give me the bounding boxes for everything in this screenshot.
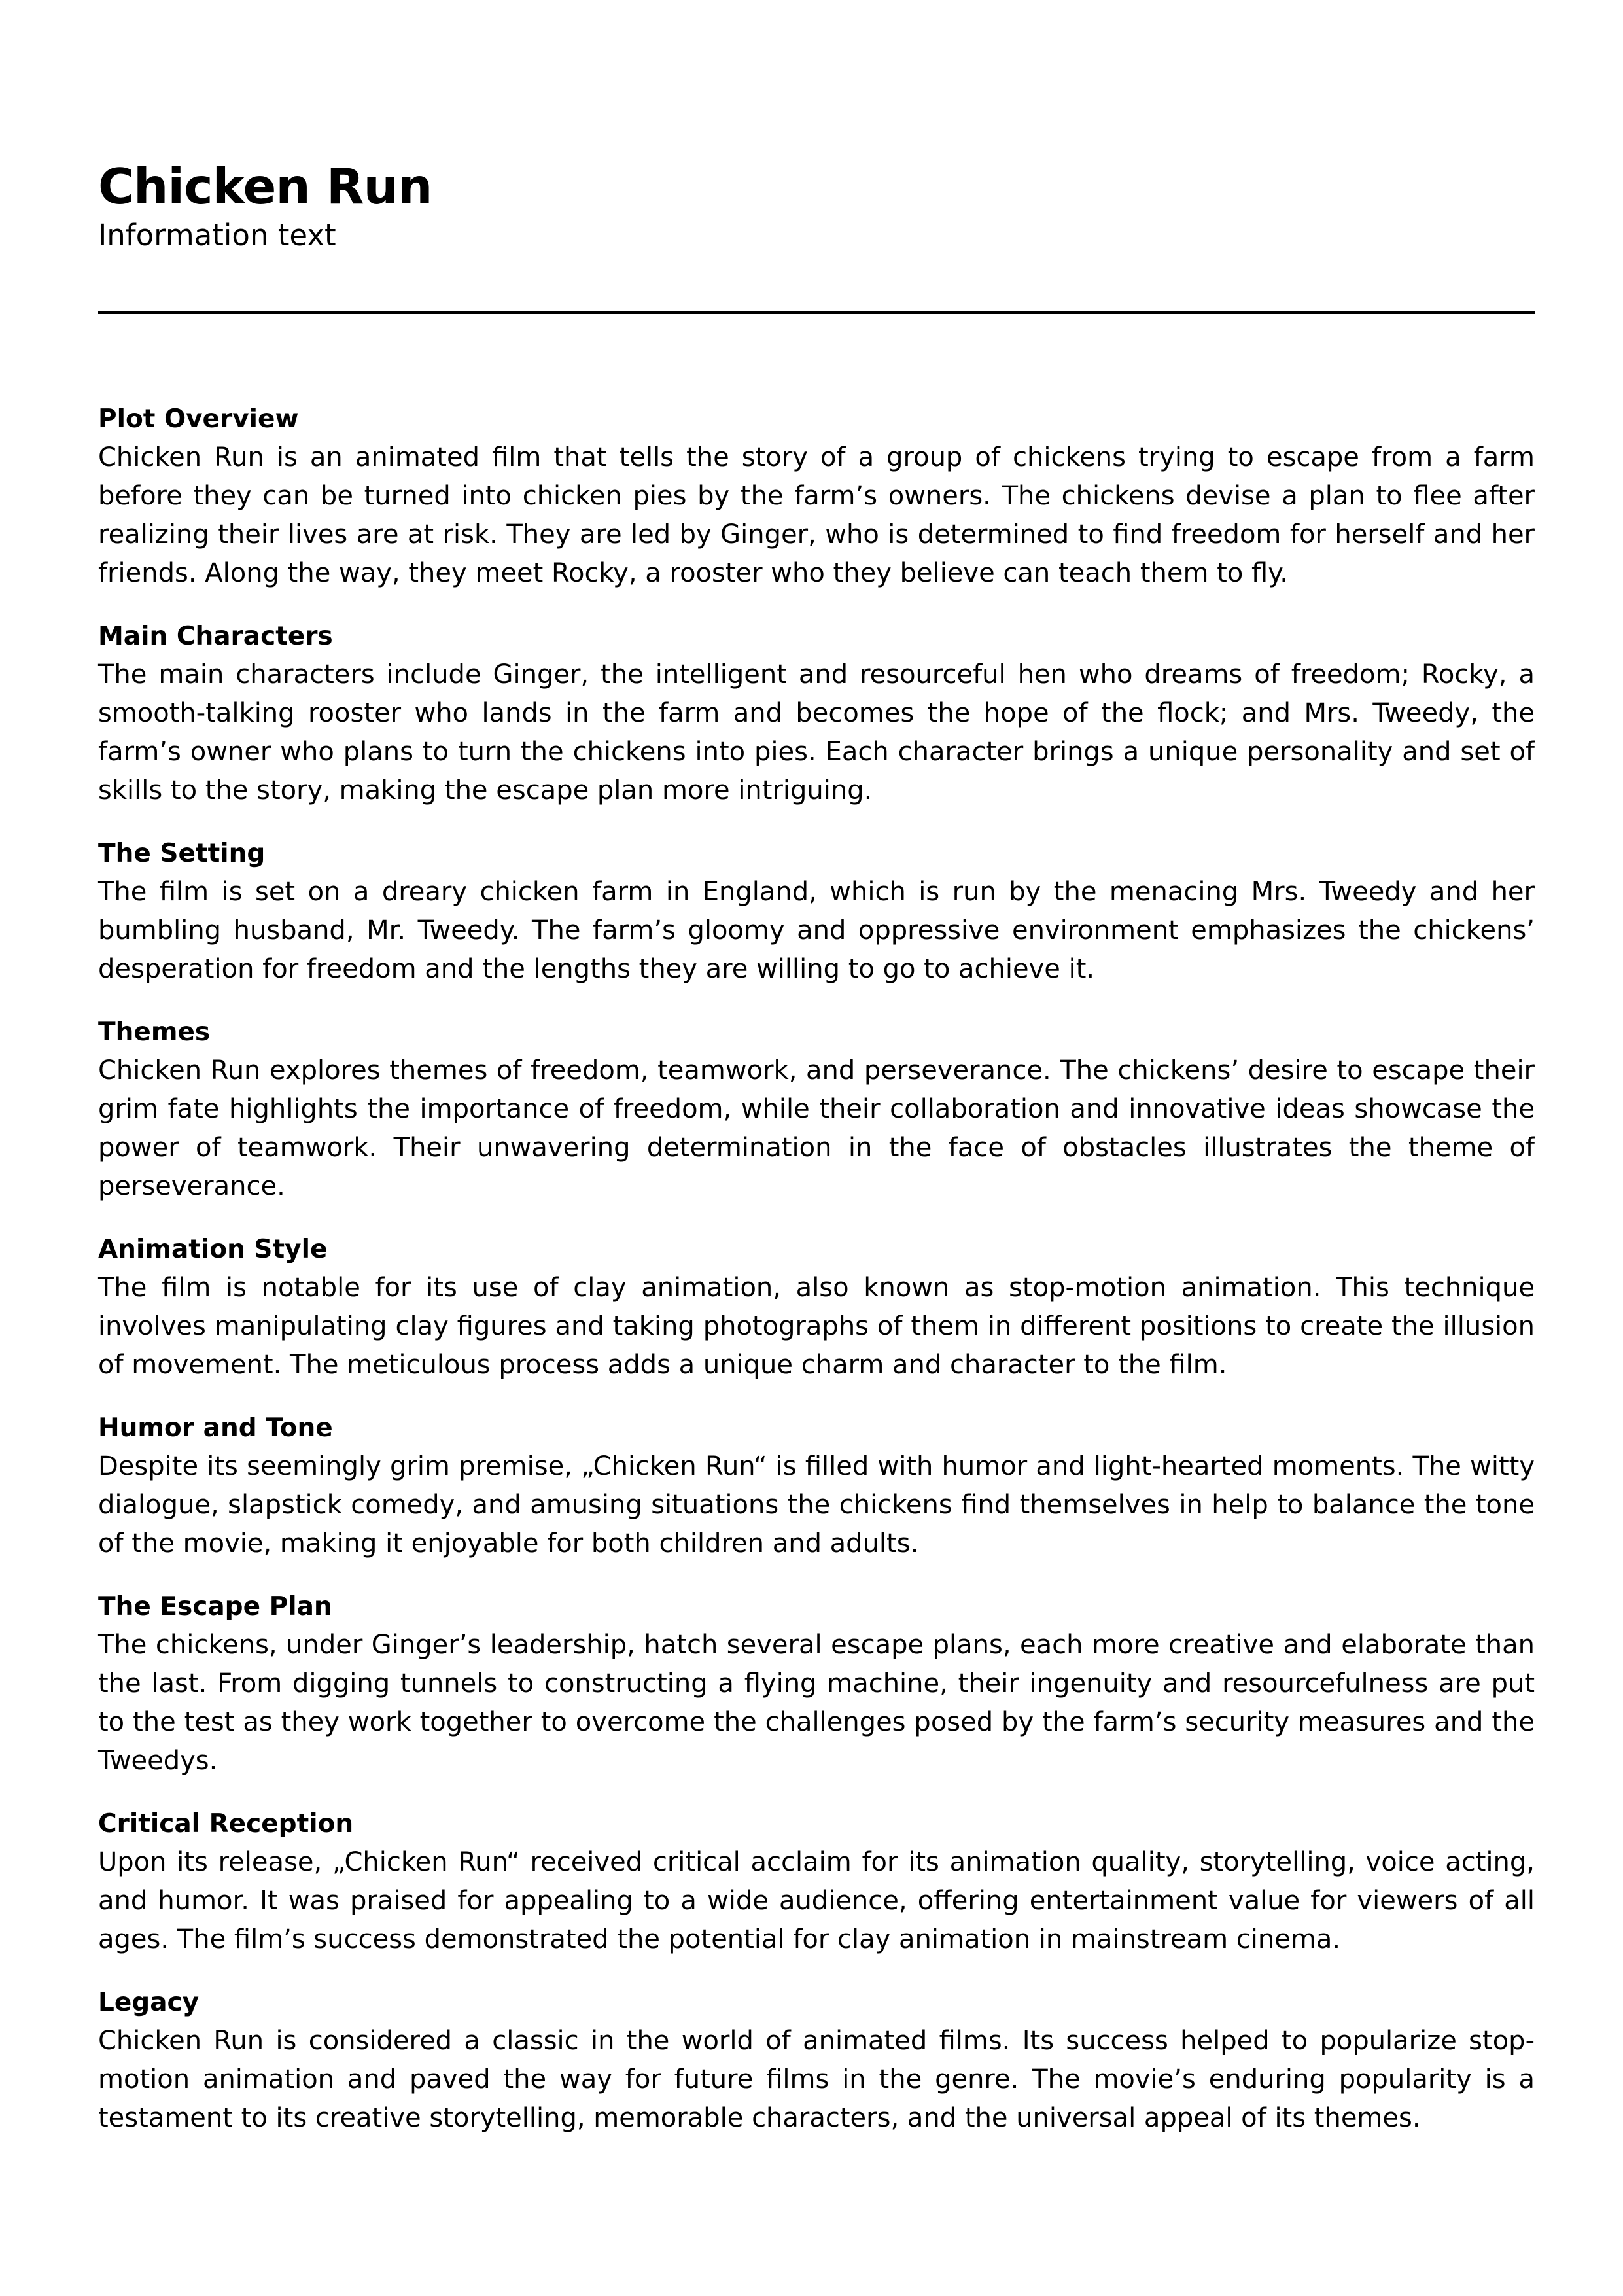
section-paragraph: Chicken Run is considered a classic in the world of animated films. Its success helped to popularize stop-motion animation and paved the way for future films in the genre. The movie’s enduring popularity is a testament to its creative storytelling, memorable characters, and the universal appeal of its themes. xyxy=(98,2026,1535,2133)
section-heading: Main Characters xyxy=(98,622,333,651)
section-heading: Critical Reception xyxy=(98,1809,354,1839)
section-paragraph: The chickens, under Ginger’s leadership, hatch several escape plans, each more creative and elaborate than the last. From digging tunnels to constructing a flying machine, their ingenuity and resourcefulness are put to the test as they work together to overcome the challenges posed by the farm’s security measures and the Tweedys. xyxy=(98,1630,1535,1776)
document-header xyxy=(98,157,1535,255)
section-heading: Plot Overview xyxy=(98,404,299,434)
section-paragraph: Upon its release, „Chicken Run“ received critical acclaim for its animation quality, storytelling, voice acting, and humor. It was praised for appealing to a wide audience, offering entertainment value for viewers of all ages. The film’s success demonstrated the potential for clay animation in mainstream cinema. xyxy=(98,1847,1535,1954)
document-body xyxy=(98,400,1535,2163)
section-legacy xyxy=(98,1984,1535,2138)
document-title: Chicken Run xyxy=(98,158,432,215)
section-themes xyxy=(98,1014,1535,1206)
section-the-setting xyxy=(98,835,1535,989)
section-heading: Legacy xyxy=(98,1988,200,2017)
section-animation-style xyxy=(98,1231,1535,1385)
document-subtitle: Information text xyxy=(98,218,336,253)
section-the-escape-plan xyxy=(98,1588,1535,1780)
section-paragraph: Despite its seemingly grim premise, „Chicken Run“ is filled with humor and light-hearted moments. The witty dialogue, slapstick comedy, and amusing situations the chickens find themselves in help to balance the tone of the movie, making it enjoyable for both children and adults. xyxy=(98,1451,1535,1559)
section-humor-and-tone xyxy=(98,1409,1535,1563)
section-plot-overview xyxy=(98,400,1535,593)
section-paragraph: Chicken Run explores themes of freedom, teamwork, and perseverance. The chickens’ desire to escape their grim fate highlights the importance of freedom, while their collaboration and innovative ideas showcase the power of teamwork. Their unwavering determination in the face of obstacles illustrates the theme of perseverance. xyxy=(98,1055,1535,1201)
section-heading: The Setting xyxy=(98,839,266,868)
section-critical-reception xyxy=(98,1805,1535,1959)
section-paragraph: The film is notable for its use of clay animation, also known as stop-motion animation. This technique involves manipulating clay figures and taking photographs of them in different positions to create the illusion of movement. The meticulous process adds a unique charm and character to the film. xyxy=(98,1273,1535,1380)
section-heading: Humor and Tone xyxy=(98,1413,333,1443)
section-paragraph: The film is set on a dreary chicken farm in England, which is run by the menacing Mrs. Tweedy and her bumbling husband, Mr. Tweedy. The farm’s gloomy and oppressive environment emphasizes the chickens’ desperation for freedom and the lengths they are willing to go to achieve it. xyxy=(98,877,1535,984)
section-main-characters xyxy=(98,618,1535,810)
header-divider xyxy=(98,311,1535,314)
section-paragraph: Chicken Run is an animated film that tells the story of a group of chickens trying to escape from a farm before they can be turned into chicken pies by the farm’s owners. The chickens devise a plan to flee after realizing their lives are at risk. They are led by Ginger, who is determined to find freedom for herself and her friends. Along the way, they meet Rocky, a rooster who they believe can teach them to fly. xyxy=(98,442,1535,588)
section-heading: Animation Style xyxy=(98,1235,328,1264)
section-heading: Themes xyxy=(98,1017,211,1047)
section-heading: The Escape Plan xyxy=(98,1592,332,1621)
section-paragraph: The main characters include Ginger, the intelligent and resourceful hen who dreams of freedom; Rocky, a smooth-talking rooster who lands in the farm and becomes the hope of the flock; and Mrs. Tweedy, the farm’s owner who plans to turn the chickens into pies. Each character brings a unique personality and set of skills to the story, making the escape plan more intriguing. xyxy=(98,660,1535,805)
